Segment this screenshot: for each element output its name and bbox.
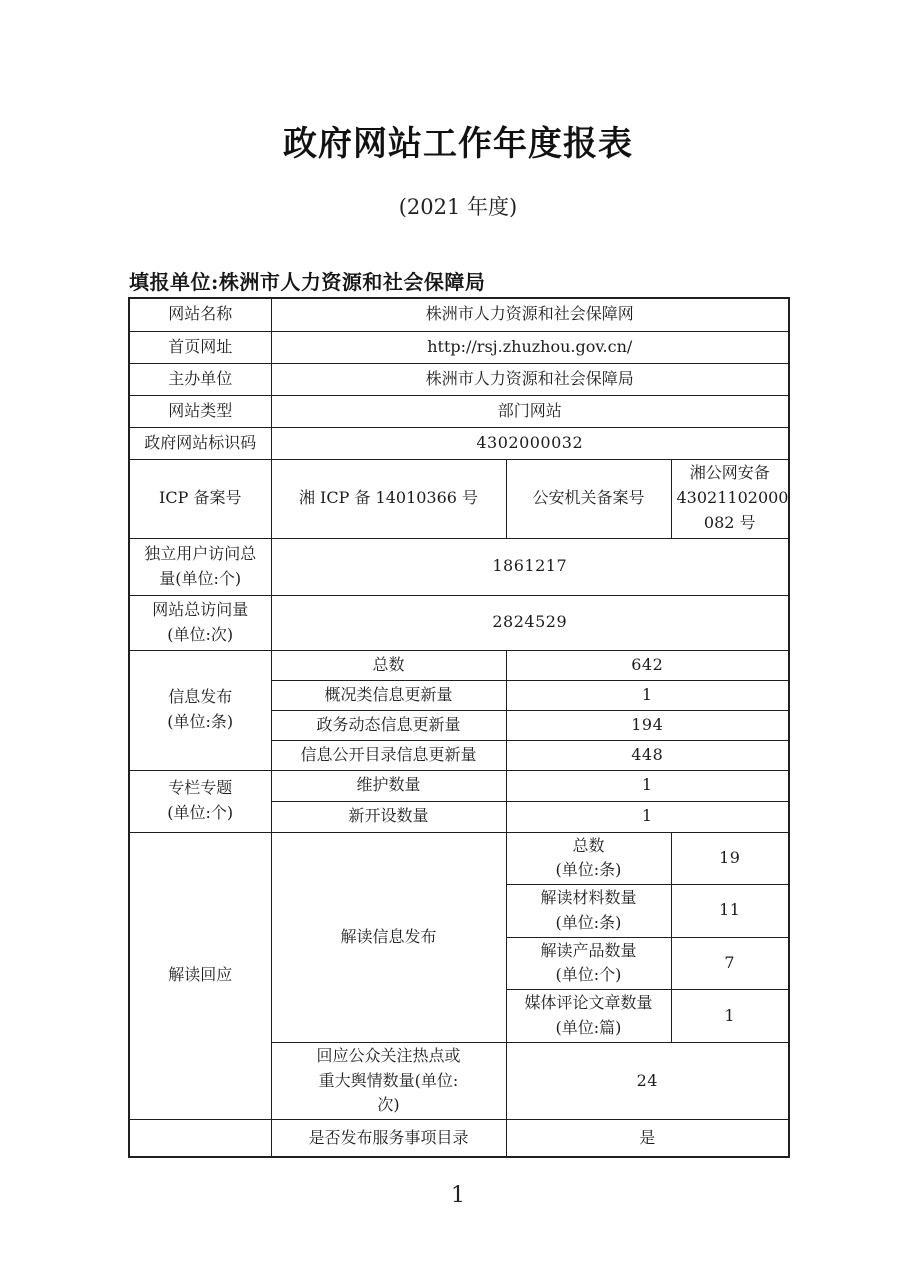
gov-news-update-label: 政务动态信息更新量 xyxy=(271,710,506,740)
table-row xyxy=(129,832,789,885)
security-record-label: 公安机关备案号 xyxy=(506,459,671,538)
security-record-value: 湘公网安备 43021102000 082 号 xyxy=(671,459,789,538)
site-name-label: 网站名称 xyxy=(129,298,271,331)
open-directory-update-value: 448 xyxy=(506,740,789,770)
newly-opened-count-value: 1 xyxy=(506,801,789,832)
organizer-label: 主办单位 xyxy=(129,363,271,395)
maintained-count-value: 1 xyxy=(506,770,789,801)
interpretation-group-label: 解读回应 xyxy=(129,832,271,1120)
interpret-material-label: 解读材料数量 (单位:条) xyxy=(506,885,671,938)
total-visits-label: 网站总访问量 (单位:次) xyxy=(129,595,271,650)
gov-news-update-value: 194 xyxy=(506,710,789,740)
homepage-url-value: http://rsj.zhuzhou.gov.cn/ xyxy=(271,331,789,363)
page-number: 1 xyxy=(451,1183,465,1208)
service-directory-value: 是 xyxy=(506,1120,789,1157)
info-total-value: 642 xyxy=(506,650,789,680)
overview-update-label: 概况类信息更新量 xyxy=(271,680,506,710)
table-row xyxy=(129,650,789,680)
reporting-unit: 填报单位:株洲市人力资源和社会保障局 xyxy=(129,270,486,294)
interpretation-subgroup-label: 解读信息发布 xyxy=(271,832,506,1042)
table-row xyxy=(129,427,789,459)
service-directory-label: 是否发布服务事项目录 xyxy=(271,1120,506,1157)
newly-opened-count-label: 新开设数量 xyxy=(271,801,506,832)
unique-visitors-label: 独立用户访问总 量(单位:个) xyxy=(129,538,271,595)
table-row xyxy=(129,1120,789,1157)
interpret-product-label: 解读产品数量 (单位:个) xyxy=(506,937,671,990)
table-row xyxy=(129,595,789,650)
info-publish-group-label: 信息发布 (单位:条) xyxy=(129,650,271,770)
interpret-product-value: 7 xyxy=(671,937,789,990)
table-row xyxy=(129,395,789,427)
icp-label: ICP 备案号 xyxy=(129,459,271,538)
maintained-count-label: 维护数量 xyxy=(271,770,506,801)
interpret-total-label: 总数 (单位:条) xyxy=(506,832,671,885)
hotspot-response-label: 回应公众关注热点或 重大舆情数量(单位: 次) xyxy=(271,1042,506,1119)
icp-value: 湘 ICP 备 14010366 号 xyxy=(271,459,506,538)
table-row xyxy=(129,770,789,801)
table-row xyxy=(129,459,789,538)
media-commentary-value: 1 xyxy=(671,990,789,1043)
homepage-url-label: 首页网址 xyxy=(129,331,271,363)
interpret-total-value: 19 xyxy=(671,832,789,885)
interpret-material-value: 11 xyxy=(671,885,789,938)
site-id-label: 政府网站标识码 xyxy=(129,427,271,459)
table-row xyxy=(129,331,789,363)
hotspot-response-value: 24 xyxy=(506,1042,789,1119)
organizer-value: 株洲市人力资源和社会保障局 xyxy=(271,363,789,395)
open-directory-update-label: 信息公开目录信息更新量 xyxy=(271,740,506,770)
page-title: 政府网站工作年度报表 xyxy=(283,124,633,164)
site-type-value: 部门网站 xyxy=(271,395,789,427)
table-row xyxy=(129,538,789,595)
page-subtitle: (2021 年度) xyxy=(398,195,518,219)
special-columns-group-label: 专栏专题 (单位:个) xyxy=(129,770,271,832)
overview-update-value: 1 xyxy=(506,680,789,710)
site-id-value: 4302000032 xyxy=(271,427,789,459)
site-name-value: 株洲市人力资源和社会保障网 xyxy=(271,298,789,331)
annual-report-table xyxy=(128,297,790,1158)
empty-cell xyxy=(129,1120,271,1157)
total-visits-value: 2824529 xyxy=(271,595,789,650)
info-total-label: 总数 xyxy=(271,650,506,680)
media-commentary-label: 媒体评论文章数量 (单位:篇) xyxy=(506,990,671,1043)
table-row xyxy=(129,363,789,395)
unique-visitors-value: 1861217 xyxy=(271,538,789,595)
table-row xyxy=(129,298,789,331)
site-type-label: 网站类型 xyxy=(129,395,271,427)
